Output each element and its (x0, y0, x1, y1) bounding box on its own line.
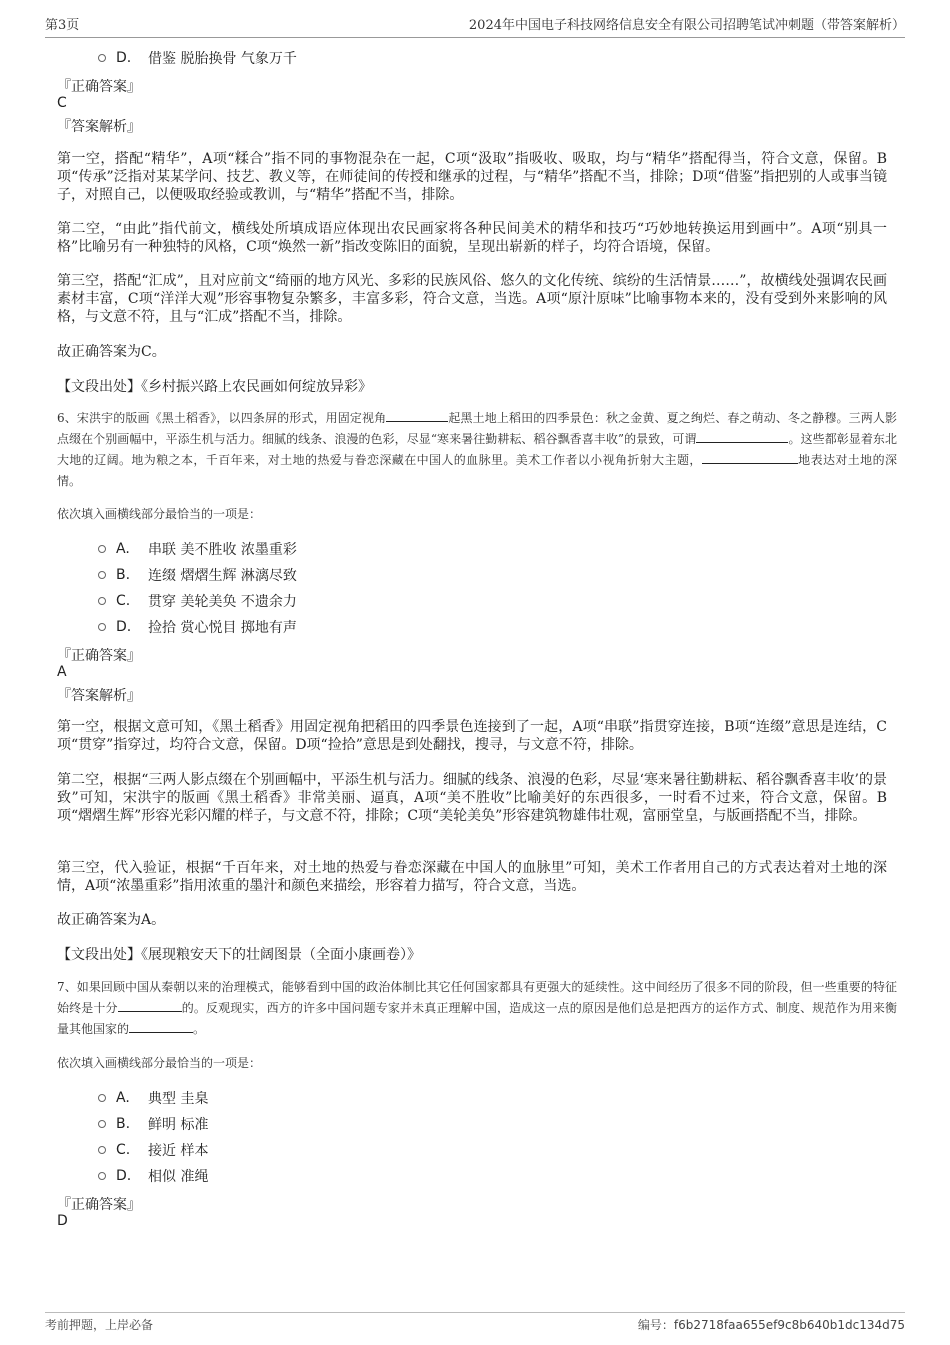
q5-conclusion: 故正确答案为C。 (57, 344, 166, 360)
q5-analysis-label: 『答案解析』 (57, 119, 141, 135)
q6-analysis-2: 第二空，根据“三两人影点缀在个别画幅中，平添生机与活力。细腻的线条、浪漫的色彩，尽显‘寒来暑往勤耕耘、稻谷飘香喜丰收’的景致”可知，宋洪宇的版画《黑土稻香》非常美丽、逼真，A项“美不胜收”比喻美好的东西很多，一时看不过来，符合文意，保留。B项“熠熠生辉”形容光彩闪耀的样子，与文意不符，排除；C项“美轮美奂”形容建筑物雄伟壮观，富丽堂皇，与版画搭配不当，排除。 (57, 772, 887, 824)
radio-icon[interactable] (98, 1120, 106, 1128)
q7-option-d[interactable]: D. 相似 准绳 (98, 1166, 208, 1186)
q7-blank-1[interactable] (118, 999, 182, 1012)
page-header (45, 14, 905, 38)
q6-source: 【文段出处】《展现粮安天下的壮阔图景（全面小康画卷）》 (57, 947, 421, 963)
q6-blank-2[interactable] (696, 430, 788, 443)
q5-option-d[interactable]: D. 借鉴 脱胎换骨 气象万千 (98, 48, 297, 68)
q6-option-a[interactable]: A. 串联 美不胜收 浓墨重彩 (98, 539, 297, 559)
q5-answer-label: 『正确答案』 (57, 79, 141, 95)
q6-option-d[interactable]: D. 捡拾 赏心悦目 掷地有声 (98, 617, 297, 637)
q6-option-b[interactable]: B. 连缀 熠熠生辉 淋漓尽致 (98, 565, 297, 585)
radio-icon[interactable] (98, 545, 106, 553)
q6-analysis-label: 『答案解析』 (57, 688, 141, 704)
q7-option-a[interactable]: A. 典型 圭臬 (98, 1088, 208, 1108)
radio-icon[interactable] (98, 597, 106, 605)
q6-analysis-3: 第三空，代入验证，根据“千百年来，对土地的热爱与眷恋深藏在中国人的血脉里”可知，美术工作者用自己的方式表达着对土地的深情，A项“浓墨重彩”指用浓重的墨汁和颜色来描绘，形容着力描写，符合文意，当选。 (57, 860, 887, 894)
radio-icon[interactable] (98, 623, 106, 631)
q6-blank-1[interactable] (386, 409, 448, 422)
q7-answer-label: 『正确答案』 (57, 1197, 141, 1213)
radio-icon[interactable] (98, 1094, 106, 1102)
q7-prompt: 依次填入画横线部分最恰当的一项是： (57, 1056, 262, 1070)
radio-icon[interactable] (98, 1172, 106, 1180)
q6-stem: 6、宋洪宇的版画《黑土稻香》，以四条屏的形式，用固定视角 起黑土地上稻田的四季景色：秋之金黄、夏之绚烂、春之萌动、冬之静穆。三两人影点缀在个别画幅中，平添生机与活力。细腻的线条、浪漫的色彩，尽显“寒来暑往勤耕耘、稻谷飘香喜丰收”的景致，可谓 。这些都彰显着东北大地的辽阔。地为粮之本，千百年来，对土地的热爱与眷恋深藏在中国人的血脉里。美术工作者以小视角折射大主题， 地表达对土地的深情。 (57, 411, 897, 488)
q5-analysis-2: 第二空，“由此”指代前文，横线处所填成语应体现出农民画家将各种民间美术的精华和技巧“巧妙地转换运用到画中”。A项“别具一格”比喻另有一种独特的风格，C项“焕然一新”指改变陈旧的面貌，呈现出崭新的样子，均符合语境，保留。 (57, 221, 887, 255)
q7-option-c[interactable]: C. 接近 样本 (98, 1140, 208, 1160)
q7-stem: 7、如果回顾中国从秦朝以来的治理模式，能够看到中国的政治体制比其它任何国家都具有更强大的延续性。这中间经历了很多不同的阶段，但一些重要的特征始终是十分 的。反观现实，西方的许多中国问题专家并未真正理解中国，造成这一点的原因是他们总是把西方的运作方式、制度、规范作为用来衡量其他国家的 。 (57, 980, 897, 1036)
radio-icon[interactable] (98, 1146, 106, 1154)
footer-code: 编号：f6b2718faa655ef9c8b640b1dc134d75 (637, 1318, 905, 1332)
page-number: 第3页 (45, 18, 80, 33)
footer-slogan: 考前押题，上岸必备 (45, 1318, 154, 1332)
radio-icon[interactable] (98, 54, 106, 62)
q6-answer-label: 『正确答案』 (57, 648, 141, 664)
q6-option-c[interactable]: C. 贯穿 美轮美奂 不遗余力 (98, 591, 297, 611)
document-title: 2024年中国电子科技网络信息安全有限公司招聘笔试冲刺题（带答案解析） (468, 18, 905, 33)
q5-analysis-1: 第一空，搭配“精华”，A项“糅合”指不同的事物混杂在一起，C项“汲取”指吸收、吸取，均与“精华”搭配得当，符合文意，保留。B项“传承”泛指对某某学问、技艺、教义等，在师徒间的传授和继承的过程，与“精华”搭配不当，排除；D项“借鉴”指把别的人或事当镜子，对照自己，以便吸取经验或教训，与“精华”搭配不当，排除。 (57, 151, 887, 203)
q6-analysis-1: 第一空，根据文意可知，《黑土稻香》用固定视角把稻田的四季景色连接到了一起，A项“串联”指贯穿连接，B项“连缀”意思是连结，C项“贯穿”指穿过，均符合文意，保留。D项“捡拾”意思是到处翻找，搜寻，与文意不符，排除。 (57, 719, 887, 753)
q7-option-b[interactable]: B. 鲜明 标准 (98, 1114, 208, 1134)
page-footer (45, 1312, 905, 1333)
q6-blank-3[interactable] (702, 451, 798, 464)
q6-prompt: 依次填入画横线部分最恰当的一项是： (57, 507, 262, 521)
q6-answer: A (57, 664, 67, 680)
q5-source: 【文段出处】《乡村振兴路上农民画如何绽放异彩》 (57, 379, 372, 395)
q7-answer: D (57, 1213, 68, 1229)
radio-icon[interactable] (98, 571, 106, 579)
q5-analysis-3: 第三空，搭配“汇成”，且对应前文“绮丽的地方风光、多彩的民族风俗、悠久的文化传统、缤纷的生活情景……”，故横线处强调农民画素材丰富，C项“洋洋大观”形容事物复杂繁多，丰富多彩，符合文意，当选。A项“原汁原味”比喻事物本来的，没有受到外来影响的风格，与文意不符，且与“汇成”搭配不当，排除。 (57, 273, 887, 325)
q6-conclusion: 故正确答案为A。 (57, 912, 166, 928)
q7-blank-2[interactable] (129, 1020, 193, 1033)
q5-answer: C (57, 95, 67, 111)
